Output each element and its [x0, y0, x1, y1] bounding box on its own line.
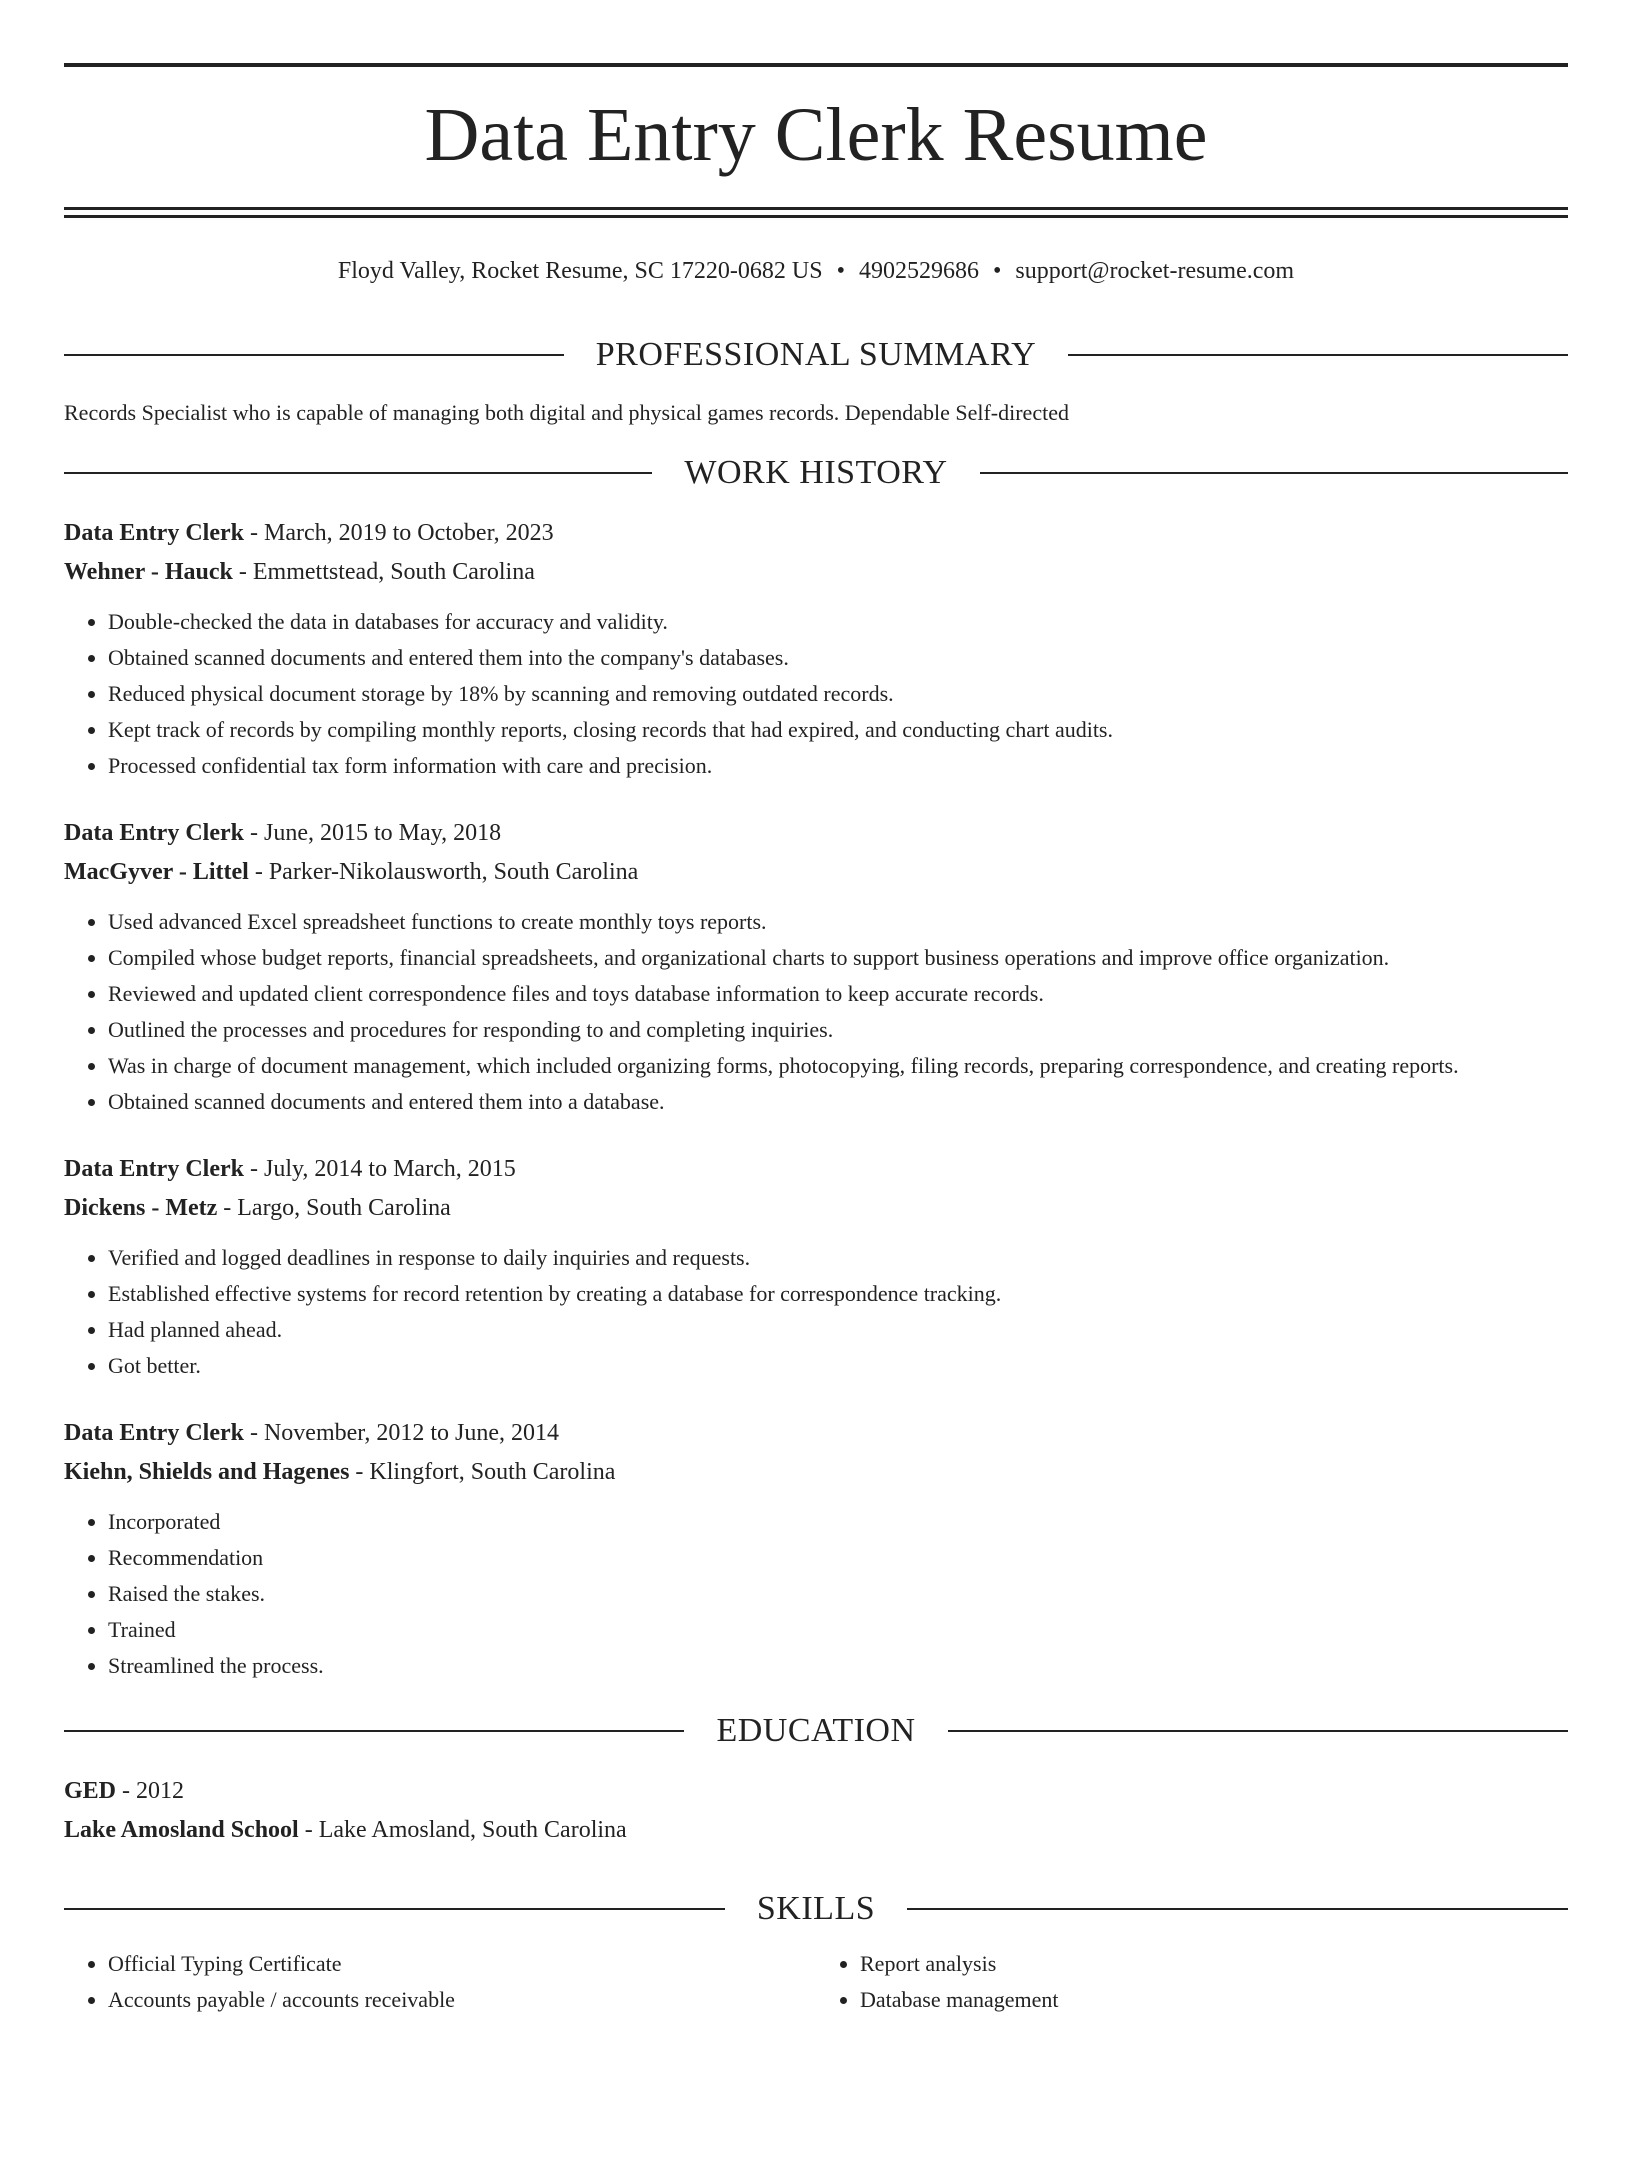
list-item: • Got better.: [108, 1348, 1568, 1384]
list-item: • Reduced physical document storage by 18% by scanning and removing outdated records.: [108, 676, 1568, 712]
section-heading-text: EDUCATION: [716, 1712, 916, 1749]
job-entry: [64, 1150, 1568, 1384]
section-heading-text: PROFESSIONAL SUMMARY: [595, 336, 1037, 373]
job-dates: - July, 2014 to March, 2015: [243, 1156, 516, 1182]
education-year: - 2012: [116, 1778, 185, 1804]
job-title-line: [64, 1150, 1568, 1189]
job-company: Kiehn, Shields and Hagenes: [64, 1459, 350, 1485]
list-item: • Raised the stakes.: [108, 1576, 1568, 1612]
job-company: Wehner - Hauck: [64, 559, 233, 585]
job-entry: [64, 514, 1568, 784]
job-company-line: [64, 853, 1568, 892]
page-title: Data Entry Clerk Resume: [424, 93, 1208, 177]
contact-separator: •: [992, 258, 1002, 284]
job-dates: - November, 2012 to June, 2014: [243, 1420, 559, 1446]
contact-phone: 4902529686: [858, 258, 979, 284]
list-item: • Reviewed and updated client correspondence files and toys database information to keep accurate records.: [108, 976, 1568, 1012]
skills-columns: [64, 1946, 1568, 2018]
job-dates: - March, 2019 to October, 2023: [243, 520, 554, 546]
job-title: Data Entry Clerk: [64, 1420, 244, 1446]
job-title: Data Entry Clerk: [64, 520, 244, 546]
list-item: • Obtained scanned documents and entered them into a database.: [108, 1084, 1568, 1120]
education-degree: GED: [64, 1778, 117, 1804]
job-title-line: [64, 1414, 1568, 1453]
skill-item: • Report analysis: [860, 1946, 1568, 1982]
skill-item: • Database management: [860, 1982, 1568, 2018]
job-bullets: [64, 604, 1568, 784]
skills-list-right: [816, 1946, 1568, 2018]
skill-item: • Official Typing Certificate: [108, 1946, 816, 1982]
title-double-rule: [64, 207, 1568, 218]
job-title: Data Entry Clerk: [64, 820, 244, 846]
skill-item: • Accounts payable / accounts receivable: [108, 1982, 816, 2018]
education-degree-line: [64, 1772, 1568, 1811]
contact-separator: •: [836, 258, 845, 284]
list-item: • Processed confidential tax form information with care and precision.: [108, 748, 1568, 784]
job-entry: [64, 1414, 1568, 1684]
section-heading-text: WORK HISTORY: [684, 454, 948, 491]
education-school: Lake Amosland School: [64, 1817, 299, 1843]
resume-page: [0, 63, 1632, 2018]
list-item: • Used advanced Excel spreadsheet functions to create monthly toys reports.: [108, 904, 1568, 940]
job-location: - Emmettstead, South Carolina: [232, 559, 535, 585]
section-heading-education: [64, 1708, 1568, 1754]
list-item: • Established effective systems for record retention by creating a database for correspondence tracking.: [108, 1276, 1568, 1312]
list-item: • Was in charge of document management, which included organizing forms, photocopying, filing records, preparing correspondence, and creating reports.: [108, 1048, 1568, 1084]
job-entry: [64, 814, 1568, 1120]
section-heading-summary: [64, 332, 1568, 378]
list-item: • Had planned ahead.: [108, 1312, 1568, 1348]
education-school-line: [64, 1811, 1568, 1850]
job-company: MacGyver - Littel: [64, 859, 249, 885]
list-item: • Obtained scanned documents and entered them into the company's databases.: [108, 640, 1568, 676]
job-bullets: [64, 904, 1568, 1120]
job-company-line: [64, 1189, 1568, 1228]
education-location: - Lake Amosland, South Carolina: [298, 1817, 627, 1843]
skills-list-left: [64, 1946, 816, 2018]
list-item: • Double-checked the data in databases for accuracy and validity.: [108, 604, 1568, 640]
job-bullets: [64, 1240, 1568, 1384]
section-heading-skills: [64, 1886, 1568, 1932]
list-item: • Compiled whose budget reports, financial spreadsheets, and organizational charts to support business operations and improve office organization.: [108, 940, 1568, 976]
job-bullets: [64, 1504, 1568, 1684]
contact-address: Floyd Valley, Rocket Resume, SC 17220-0682 US: [337, 258, 823, 284]
list-item: • Verified and logged deadlines in response to daily inquiries and requests.: [108, 1240, 1568, 1276]
job-title: Data Entry Clerk: [64, 1156, 244, 1182]
list-item: • Incorporated: [108, 1504, 1568, 1540]
work-history-list: [64, 514, 1568, 1684]
job-company-line: [64, 1453, 1568, 1492]
job-company: Dickens - Metz: [64, 1195, 218, 1221]
job-location: - Klingfort, South Carolina: [349, 1459, 616, 1485]
list-item: • Outlined the processes and procedures for responding to and completing inquiries.: [108, 1012, 1568, 1048]
summary-text: Records Specialist who is capable of managing both digital and physical games records. Dependable Self-directed: [64, 400, 1069, 425]
job-location: - Parker-Nikolausworth, South Carolina: [248, 859, 639, 885]
list-item: • Trained: [108, 1612, 1568, 1648]
list-item: • Kept track of records by compiling monthly reports, closing records that had expired, and conducting chart audits.: [108, 712, 1568, 748]
job-title-line: [64, 814, 1568, 853]
list-item: • Recommendation: [108, 1540, 1568, 1576]
section-heading-work-history: [64, 450, 1568, 496]
job-company-line: [64, 553, 1568, 592]
section-heading-text: SKILLS: [756, 1890, 876, 1927]
education-entry: [64, 1772, 1568, 1850]
contact-line: [64, 256, 1568, 286]
contact-email: support@rocket-resume.com: [1015, 258, 1295, 284]
job-location: - Largo, South Carolina: [217, 1195, 451, 1221]
list-item: • Streamlined the process.: [108, 1648, 1568, 1684]
job-dates: - June, 2015 to May, 2018: [243, 820, 502, 846]
job-title-line: [64, 514, 1568, 553]
